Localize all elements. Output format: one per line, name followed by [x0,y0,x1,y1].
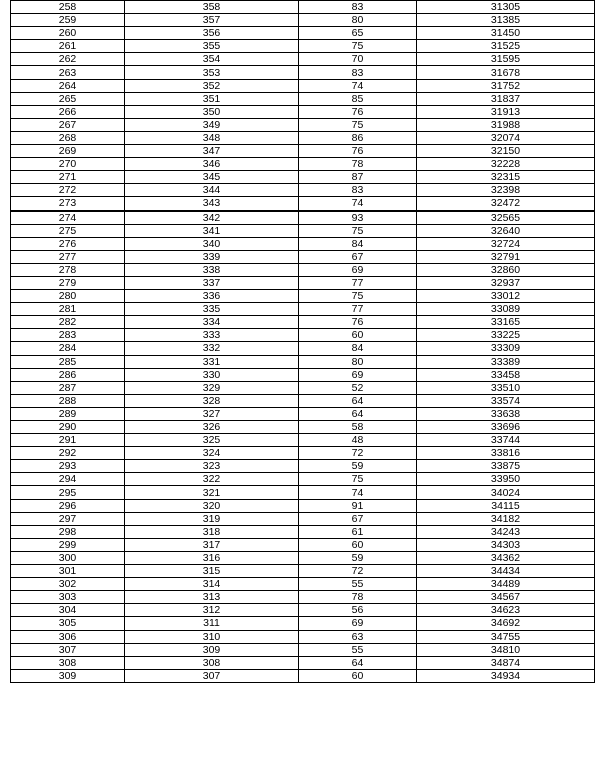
count-cell: 70 [299,53,417,66]
score-cell: 312 [125,604,299,617]
score-cell: 358 [125,1,299,14]
rank-cell: 279 [11,276,125,289]
rank-cell: 280 [11,290,125,303]
score-cell: 344 [125,184,299,197]
score-cell: 352 [125,79,299,92]
score-cell: 349 [125,118,299,131]
count-cell: 80 [299,355,417,368]
cumulative-cell: 33950 [417,473,595,486]
score-cell: 331 [125,355,299,368]
rank-cell: 258 [11,1,125,14]
count-cell: 75 [299,290,417,303]
table-row [11,290,595,303]
table-row [11,224,595,237]
cumulative-cell: 31450 [417,27,595,40]
table-row [11,53,595,66]
cumulative-cell: 33875 [417,460,595,473]
rank-cell: 305 [11,617,125,630]
rank-cell: 309 [11,669,125,682]
count-cell: 72 [299,447,417,460]
table-row [11,499,595,512]
table-row [11,14,595,27]
cumulative-cell: 34434 [417,565,595,578]
count-cell: 59 [299,460,417,473]
rank-cell: 266 [11,105,125,118]
cumulative-cell: 34692 [417,617,595,630]
rank-cell: 262 [11,53,125,66]
cumulative-cell: 34934 [417,669,595,682]
table-row [11,617,595,630]
table-row [11,250,595,263]
rank-cell: 281 [11,303,125,316]
count-cell: 84 [299,237,417,250]
score-cell: 342 [125,211,299,225]
cumulative-cell: 32074 [417,131,595,144]
score-cell: 318 [125,525,299,538]
rank-cell: 301 [11,565,125,578]
score-cell: 316 [125,551,299,564]
cumulative-cell: 34024 [417,486,595,499]
rank-cell: 298 [11,525,125,538]
score-cell: 319 [125,512,299,525]
table-row [11,171,595,184]
rank-cell: 285 [11,355,125,368]
table-row [11,211,595,225]
table-row [11,66,595,79]
table-row [11,276,595,289]
rank-cell: 261 [11,40,125,53]
rank-cell: 291 [11,434,125,447]
score-cell: 356 [125,27,299,40]
score-cell: 348 [125,131,299,144]
score-cell: 340 [125,237,299,250]
rank-cell: 273 [11,197,125,211]
count-cell: 74 [299,79,417,92]
count-cell: 58 [299,421,417,434]
cumulative-cell: 34623 [417,604,595,617]
rank-cell: 263 [11,66,125,79]
score-cell: 333 [125,329,299,342]
score-cell: 353 [125,66,299,79]
cumulative-cell: 31305 [417,1,595,14]
rank-cell: 286 [11,368,125,381]
cumulative-cell: 31595 [417,53,595,66]
table-row [11,421,595,434]
count-cell: 67 [299,512,417,525]
rank-cell: 268 [11,131,125,144]
rank-cell: 282 [11,316,125,329]
table-row [11,355,595,368]
count-cell: 83 [299,1,417,14]
count-cell: 75 [299,118,417,131]
cumulative-cell: 33012 [417,290,595,303]
table-row [11,551,595,564]
cumulative-cell: 34489 [417,578,595,591]
rank-cell: 265 [11,92,125,105]
score-cell: 325 [125,434,299,447]
cumulative-cell: 33089 [417,303,595,316]
table-row [11,669,595,682]
score-cell: 327 [125,407,299,420]
cumulative-cell: 32937 [417,276,595,289]
table-row [11,145,595,158]
score-cell: 351 [125,92,299,105]
score-cell: 336 [125,290,299,303]
score-cell: 326 [125,421,299,434]
table-row [11,460,595,473]
count-cell: 48 [299,434,417,447]
count-cell: 63 [299,630,417,643]
score-cell: 345 [125,171,299,184]
cumulative-cell: 32315 [417,171,595,184]
count-cell: 75 [299,473,417,486]
count-cell: 76 [299,316,417,329]
table-row [11,92,595,105]
count-cell: 75 [299,40,417,53]
count-cell: 69 [299,263,417,276]
score-cell: 309 [125,643,299,656]
score-cell: 343 [125,197,299,211]
table-row [11,394,595,407]
table-row [11,525,595,538]
count-cell: 60 [299,538,417,551]
cumulative-cell: 33816 [417,447,595,460]
table-row [11,434,595,447]
score-cell: 338 [125,263,299,276]
count-cell: 74 [299,197,417,211]
count-cell: 67 [299,250,417,263]
table-row [11,447,595,460]
cumulative-cell: 33225 [417,329,595,342]
score-cell: 329 [125,381,299,394]
cumulative-cell: 33389 [417,355,595,368]
cumulative-cell: 31913 [417,105,595,118]
table-row [11,473,595,486]
table-body [11,1,595,683]
table-row [11,79,595,92]
rank-cell: 277 [11,250,125,263]
cumulative-cell: 32150 [417,145,595,158]
document-page [10,0,594,683]
cumulative-cell: 34303 [417,538,595,551]
score-cell: 335 [125,303,299,316]
rank-cell: 283 [11,329,125,342]
score-cell: 310 [125,630,299,643]
rank-cell: 287 [11,381,125,394]
count-cell: 78 [299,591,417,604]
rank-cell: 307 [11,643,125,656]
score-cell: 332 [125,342,299,355]
score-cell: 341 [125,224,299,237]
score-cell: 311 [125,617,299,630]
rank-cell: 297 [11,512,125,525]
table-row [11,630,595,643]
rank-cell: 295 [11,486,125,499]
table-row [11,118,595,131]
rank-cell: 260 [11,27,125,40]
score-cell: 308 [125,656,299,669]
cumulative-cell: 31385 [417,14,595,27]
count-cell: 91 [299,499,417,512]
cumulative-cell: 33638 [417,407,595,420]
count-cell: 85 [299,92,417,105]
score-cell: 315 [125,565,299,578]
count-cell: 64 [299,394,417,407]
rank-cell: 306 [11,630,125,643]
table-row [11,538,595,551]
score-cell: 339 [125,250,299,263]
table-row [11,656,595,669]
table-row [11,158,595,171]
count-cell: 61 [299,525,417,538]
rank-cell: 302 [11,578,125,591]
count-cell: 80 [299,14,417,27]
rank-cell: 269 [11,145,125,158]
count-cell: 56 [299,604,417,617]
cumulative-cell: 34182 [417,512,595,525]
score-cell: 307 [125,669,299,682]
cumulative-cell: 33165 [417,316,595,329]
count-cell: 59 [299,551,417,564]
cumulative-cell: 31988 [417,118,595,131]
table-row [11,342,595,355]
score-cell: 334 [125,316,299,329]
count-cell: 76 [299,145,417,158]
count-cell: 52 [299,381,417,394]
cumulative-cell: 34874 [417,656,595,669]
cumulative-cell: 34755 [417,630,595,643]
cumulative-cell: 33309 [417,342,595,355]
score-cell: 357 [125,14,299,27]
table-row [11,578,595,591]
rank-cell: 284 [11,342,125,355]
score-cell: 322 [125,473,299,486]
count-cell: 69 [299,617,417,630]
cumulative-cell: 34567 [417,591,595,604]
cumulative-cell: 34362 [417,551,595,564]
rank-cell: 275 [11,224,125,237]
table-row [11,486,595,499]
rank-cell: 308 [11,656,125,669]
rank-cell: 289 [11,407,125,420]
rank-cell: 276 [11,237,125,250]
score-cell: 337 [125,276,299,289]
cumulative-cell: 33458 [417,368,595,381]
cumulative-cell: 33696 [417,421,595,434]
cumulative-cell: 34243 [417,525,595,538]
rank-cell: 290 [11,421,125,434]
score-cell: 328 [125,394,299,407]
table-row [11,263,595,276]
cumulative-cell: 34810 [417,643,595,656]
count-cell: 60 [299,329,417,342]
table-row [11,368,595,381]
table-row [11,237,595,250]
cumulative-cell: 31525 [417,40,595,53]
count-cell: 93 [299,211,417,225]
score-cell: 317 [125,538,299,551]
cumulative-cell: 31752 [417,79,595,92]
rank-cell: 272 [11,184,125,197]
rank-cell: 259 [11,14,125,27]
rank-cell: 271 [11,171,125,184]
cumulative-cell: 32791 [417,250,595,263]
table-row [11,184,595,197]
cumulative-cell: 33574 [417,394,595,407]
count-cell: 60 [299,669,417,682]
cumulative-cell: 34115 [417,499,595,512]
table-row [11,131,595,144]
cumulative-cell: 33510 [417,381,595,394]
count-cell: 75 [299,224,417,237]
count-cell: 83 [299,184,417,197]
table-row [11,303,595,316]
cumulative-cell: 33744 [417,434,595,447]
rank-cell: 292 [11,447,125,460]
score-cell: 314 [125,578,299,591]
score-cell: 355 [125,40,299,53]
rank-cell: 267 [11,118,125,131]
rank-cell: 264 [11,79,125,92]
cumulative-cell: 31837 [417,92,595,105]
score-cell: 324 [125,447,299,460]
score-cell: 354 [125,53,299,66]
table-row [11,197,595,211]
count-cell: 55 [299,578,417,591]
cumulative-cell: 32472 [417,197,595,211]
cumulative-cell: 32398 [417,184,595,197]
rank-cell: 294 [11,473,125,486]
rank-cell: 293 [11,460,125,473]
table-row [11,381,595,394]
count-cell: 55 [299,643,417,656]
rank-cell: 288 [11,394,125,407]
cumulative-cell: 32724 [417,237,595,250]
score-cell: 321 [125,486,299,499]
rank-cell: 300 [11,551,125,564]
rank-cell: 274 [11,211,125,225]
score-cell: 313 [125,591,299,604]
count-cell: 72 [299,565,417,578]
cumulative-cell: 32228 [417,158,595,171]
count-cell: 65 [299,27,417,40]
cumulative-cell: 32565 [417,211,595,225]
table-row [11,40,595,53]
rank-cell: 303 [11,591,125,604]
score-cell: 323 [125,460,299,473]
rank-cell: 304 [11,604,125,617]
count-cell: 77 [299,303,417,316]
cumulative-cell: 32640 [417,224,595,237]
count-cell: 64 [299,407,417,420]
score-cell: 347 [125,145,299,158]
cumulative-cell: 32860 [417,263,595,276]
table-row [11,407,595,420]
data-table [10,0,595,683]
table-row [11,565,595,578]
cumulative-cell: 31678 [417,66,595,79]
table-row [11,512,595,525]
rank-cell: 278 [11,263,125,276]
table-row [11,643,595,656]
count-cell: 86 [299,131,417,144]
score-cell: 320 [125,499,299,512]
count-cell: 87 [299,171,417,184]
table-row [11,329,595,342]
count-cell: 78 [299,158,417,171]
table-row [11,105,595,118]
table-row [11,1,595,14]
table-row [11,316,595,329]
score-cell: 346 [125,158,299,171]
count-cell: 77 [299,276,417,289]
rank-cell: 299 [11,538,125,551]
table-row [11,591,595,604]
count-cell: 69 [299,368,417,381]
count-cell: 83 [299,66,417,79]
table-row [11,27,595,40]
score-cell: 330 [125,368,299,381]
score-cell: 350 [125,105,299,118]
count-cell: 84 [299,342,417,355]
count-cell: 74 [299,486,417,499]
rank-cell: 270 [11,158,125,171]
count-cell: 76 [299,105,417,118]
table-row [11,604,595,617]
rank-cell: 296 [11,499,125,512]
count-cell: 64 [299,656,417,669]
